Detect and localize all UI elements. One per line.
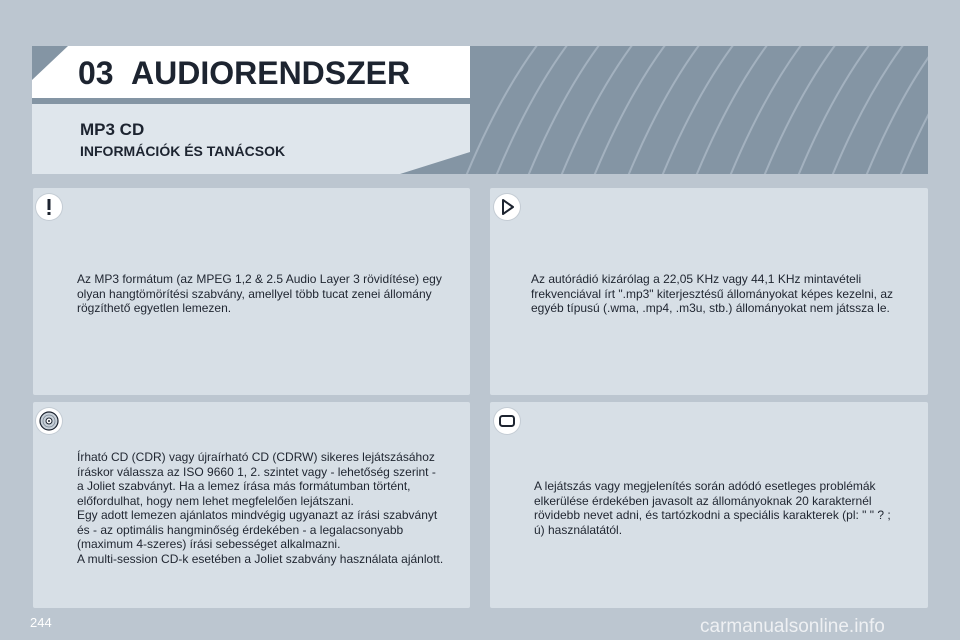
page-number: 244 xyxy=(30,615,52,630)
warning-icon xyxy=(36,194,62,220)
note-icon xyxy=(494,408,520,434)
section-subtitle: INFORMÁCIÓK ÉS TANÁCSOK xyxy=(80,143,286,159)
cd-writing-text: Írható CD (CDR) vagy újraírható CD (CDRW) sikeres lejátszásához íráskor válassza az ISO 9660 1, 2. szintet vagy - lehetőség szerint - a Joliet szabványt. Ha a lemez írása más formátumban történt, előfordulhat, hogy nem lehet megfelelően lejátszani. Egy adott lemezen ajánlatos mindvégig ugyanazt az írási szabványt és - az optimális hangminőség érdekében - a legalacsonyabb (maximum 4-szeres) írási sebességet alkalmazni. A multi-session CD-k esetében a Joliet szabvány használata ajánlott. xyxy=(77,450,444,566)
section-title: MP3 CD xyxy=(80,120,145,139)
chapter-number: 03 xyxy=(78,55,114,91)
play-icon xyxy=(494,194,520,220)
cd-icon xyxy=(36,408,62,434)
sampling-frequency-text: Az autórádió kizárólag a 22,05 KHz vagy 44,1 KHz mintavételi frekvenciával írt ".mp3" kiterjesztésű állományokat képes kezelni, az egyéb típusú (.wma, .mp4, .m3u, stb.) állományokat nem játssza le. xyxy=(531,272,894,315)
chapter-title: AUDIORENDSZER xyxy=(131,55,411,91)
mp3-format-text: Az MP3 formátum (az MPEG 1,2 & 2.5 Audio Layer 3 rövidítése) egy olyan hangtömörítési szabvány, amellyel több tucat zenei állomány rögzíthető egyetlen lemezen. xyxy=(77,272,442,315)
watermark: carmanualsonline.info xyxy=(700,616,885,637)
file-naming-text: A lejátszás vagy megjelenítés során adódó esetleges problémák elkerülése érdekében javasolt az állományoknak 20 karakternél rövidebb nevet adni, és tartózkodni a speciális karakterek (pl: " " ? ; ú) használatától. xyxy=(534,479,891,537)
